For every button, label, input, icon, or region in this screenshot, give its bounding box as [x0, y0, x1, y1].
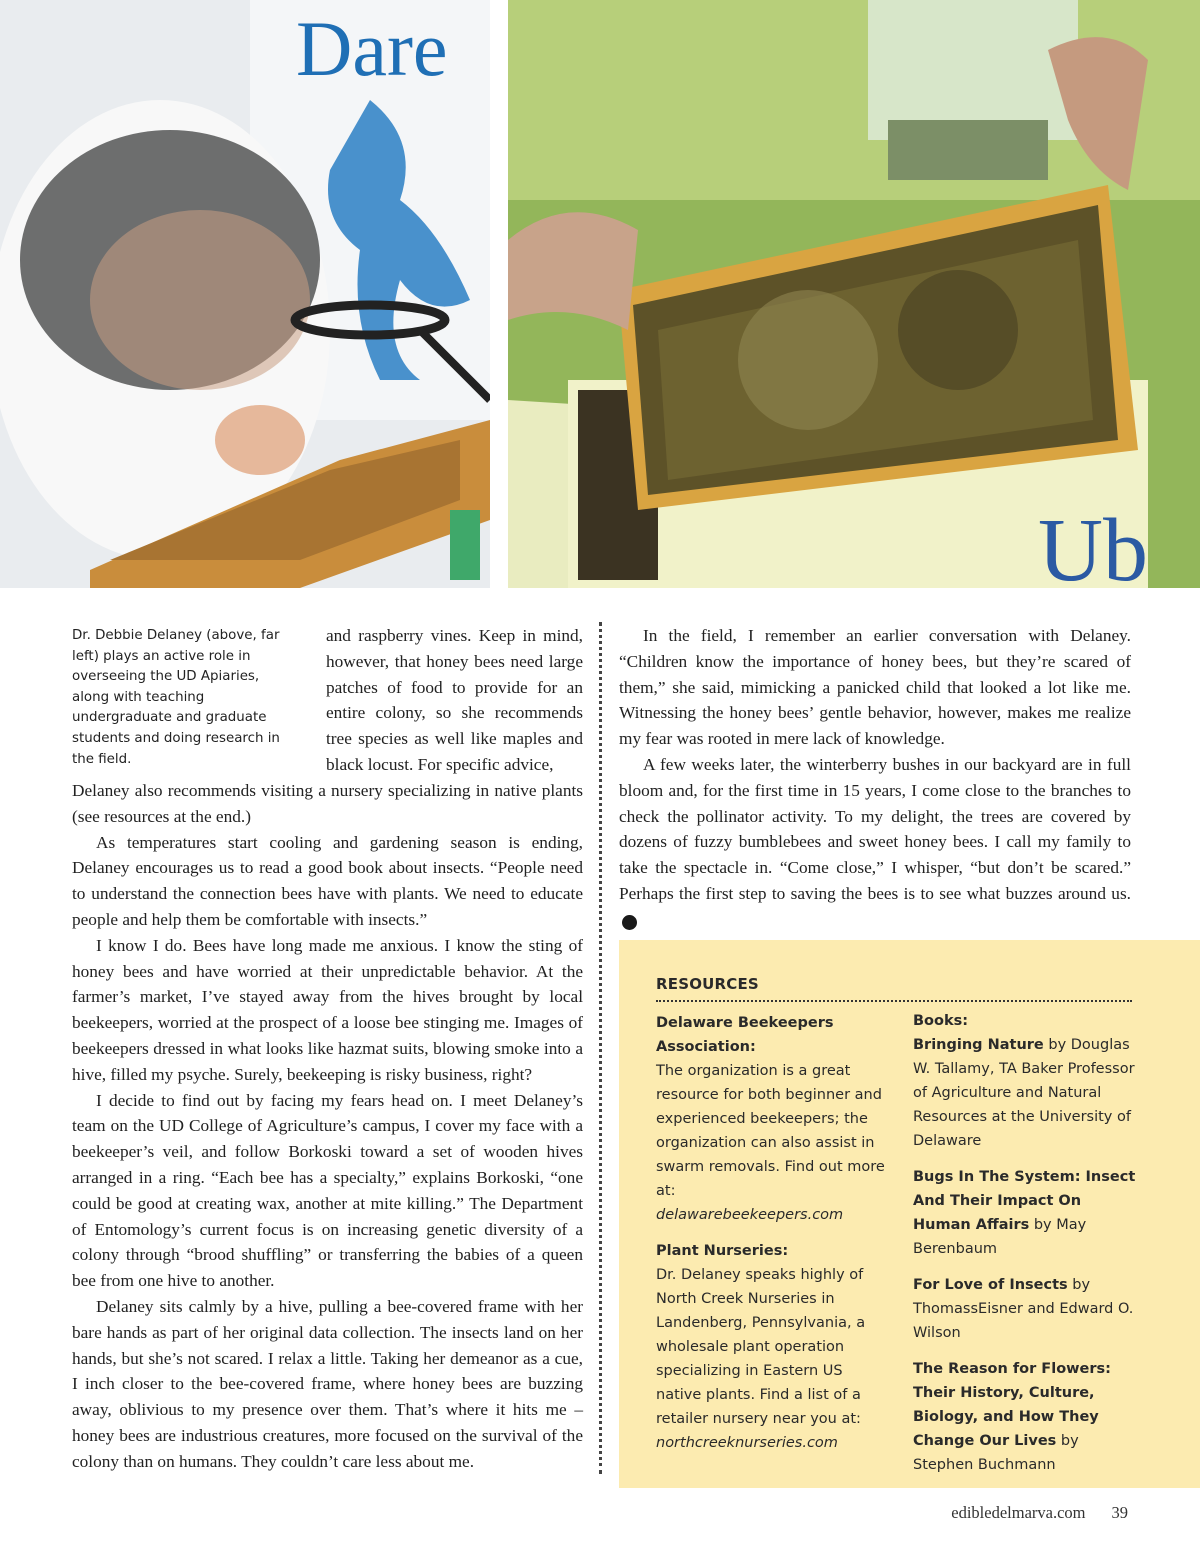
- book-title: For Love of Insects: [913, 1277, 1068, 1293]
- book-entry: [913, 1273, 1143, 1345]
- article-column-1-top: [326, 623, 583, 778]
- photo-bee-covered-frame: [508, 0, 1200, 588]
- resources-right-column: [913, 1009, 1143, 1477]
- assoc-text: The organization is a great resource for both beginner and experienced beekeepers; the organization can also assist in swarm removals. Find out more at:: [656, 1063, 885, 1199]
- article-column-1: [72, 778, 583, 1475]
- paragraph-final: [619, 752, 1131, 933]
- end-mark-icon: e: [622, 915, 637, 930]
- resources-left-column: [656, 1011, 886, 1455]
- caption-text: Dr. Debbie Delaney (above, far left) plays an active role in overseeing the UD Apiaries, along with teaching undergraduate and graduate students and doing research in the field.: [72, 628, 280, 767]
- page-number: 39: [1111, 1503, 1128, 1522]
- photo-beekeeper-inspecting-frame: [0, 0, 490, 588]
- column-divider: [599, 622, 602, 1474]
- book-title: Bringing Nature: [913, 1037, 1044, 1053]
- assoc-heading: Delaware Beekeepers Association:: [656, 1015, 834, 1055]
- resources-box: [619, 940, 1200, 1488]
- book-byline: by Stephen Buchmann: [913, 1433, 1079, 1473]
- resources-title: RESOURCES: [656, 975, 759, 993]
- paragraph: Delaney sits calmly by a hive, pulling a bee-covered frame with her bare hands as part of her original data collection. The insects land on her hands, but she’s not scared. I relax a little. Taking her demeanor as a cue, I inch closer to the bee-covered frame, where honey bees are buzzing away, oblivious to my presence over them. That’s where it hits me – honey bees are industrious creatures, more focused on the survival of the colony than on humans. They couldn’t care less about me.: [72, 1296, 583, 1471]
- sign-text: Dare: [296, 5, 448, 92]
- photo-caption: [72, 626, 294, 770]
- hive-box-text: Ub: [1038, 501, 1148, 588]
- nursery-text: Dr. Delaney speaks highly of North Creek Nurseries in Landenberg, Pennsylvania, a wholesale plant operation specializing in Eastern US native plants. Find a list of a retailer nursery near you at:: [656, 1267, 866, 1427]
- nursery-heading: Plant Nurseries:: [656, 1243, 789, 1259]
- book-entry: [913, 1165, 1143, 1261]
- assoc-link[interactable]: delawarebeekeepers.com: [656, 1207, 844, 1223]
- book-byline: by May Berenbaum: [913, 1217, 1087, 1257]
- book-byline: by Douglas W. Tallamy, TA Baker Professor of Agriculture and Natural Resources at the University of Delaware: [913, 1037, 1135, 1149]
- article-column-2: [619, 623, 1131, 933]
- paragraph: As temperatures start cooling and gardening season is ending, Delaney encourages us to read a good book about insects. “People need to understand the connection bees have with plants. We need to educate people and help them be comfortable with insects.”: [72, 832, 583, 929]
- paragraph: and raspberry vines. Keep in mind, however, that honey bees need large patches of food to provide for an entire colony, so she recommends tree species as well like maples and black locust. For specific advice,: [326, 626, 583, 774]
- book-entry: [913, 1357, 1143, 1477]
- paragraph-text: A few weeks later, the winterberry bushes in our backyard are in full bloom and, for the first time in 15 years, I come close to the branches to check the pollinator activity. To my delight, the trees are covered by dozens of fuzzy bumblebees and sweet honey bees. I call my family to take the spectacle in. “Come close,” I whisper, “but don’t be scared.” Perhaps the first step to saving the bees is to see what buzzes around us.: [619, 754, 1131, 903]
- book-byline: by ThomassEisner and Edward O. Wilson: [913, 1277, 1134, 1341]
- books-heading: Books:: [913, 1013, 969, 1029]
- paragraph: Delaney also recommends visiting a nursery specializing in native plants (see resources at the end.): [72, 781, 583, 826]
- resources-divider: [656, 1000, 1132, 1002]
- footer-site[interactable]: edibledelmarva.com: [951, 1503, 1086, 1522]
- nursery-link[interactable]: northcreeknurseries.com: [656, 1435, 838, 1451]
- book-entry: [913, 1033, 1143, 1153]
- paragraph: I decide to find out by facing my fears head on. I meet Delaney’s team on the UD College of Agriculture’s campus, I cover my face with a beekeeper’s veil, and follow Borkoski toward a set of wooden hives arranged in a ring. “Each bee has a specialty,” explains Borkoski, “one could be good at creating wax, another at mite killing.” The Department of Entomology’s current focus is on increasing genetic diversity of a colony through “brood shuffling” or transferring the babies of a queen bee from one hive to another.: [72, 1090, 583, 1291]
- book-title: Bugs In The System: Insect And Their Impact On Human Affairs: [913, 1169, 1136, 1233]
- paragraph: I know I do. Bees have long made me anxious. I know the sting of honey bees and have worried at their unpredictable behavior. At the farmer’s market, I’ve stayed away from the hives brought by local beekeepers, worried at the prospect of a loose bee stinging me. Images of beekeepers dressed in what looks like hazmat suits, blowing smoke into a hive, filled my psyche. Surely, beekeeping is risky business, right?: [72, 935, 583, 1084]
- book-title: The Reason for Flowers: Their History, Culture, Biology, and How They Change Our Lives: [913, 1361, 1111, 1449]
- paragraph: In the field, I remember an earlier conversation with Delaney. “Children know the importance of honey bees, but they’re scared of them,” she said, mimicking a panicked child that looked a lot like me. Witnessing the honey bees’ gentle behavior, however, makes me realize my fear was rooted in mere lack of knowledge.: [619, 626, 1131, 749]
- page-footer: [951, 1503, 1128, 1523]
